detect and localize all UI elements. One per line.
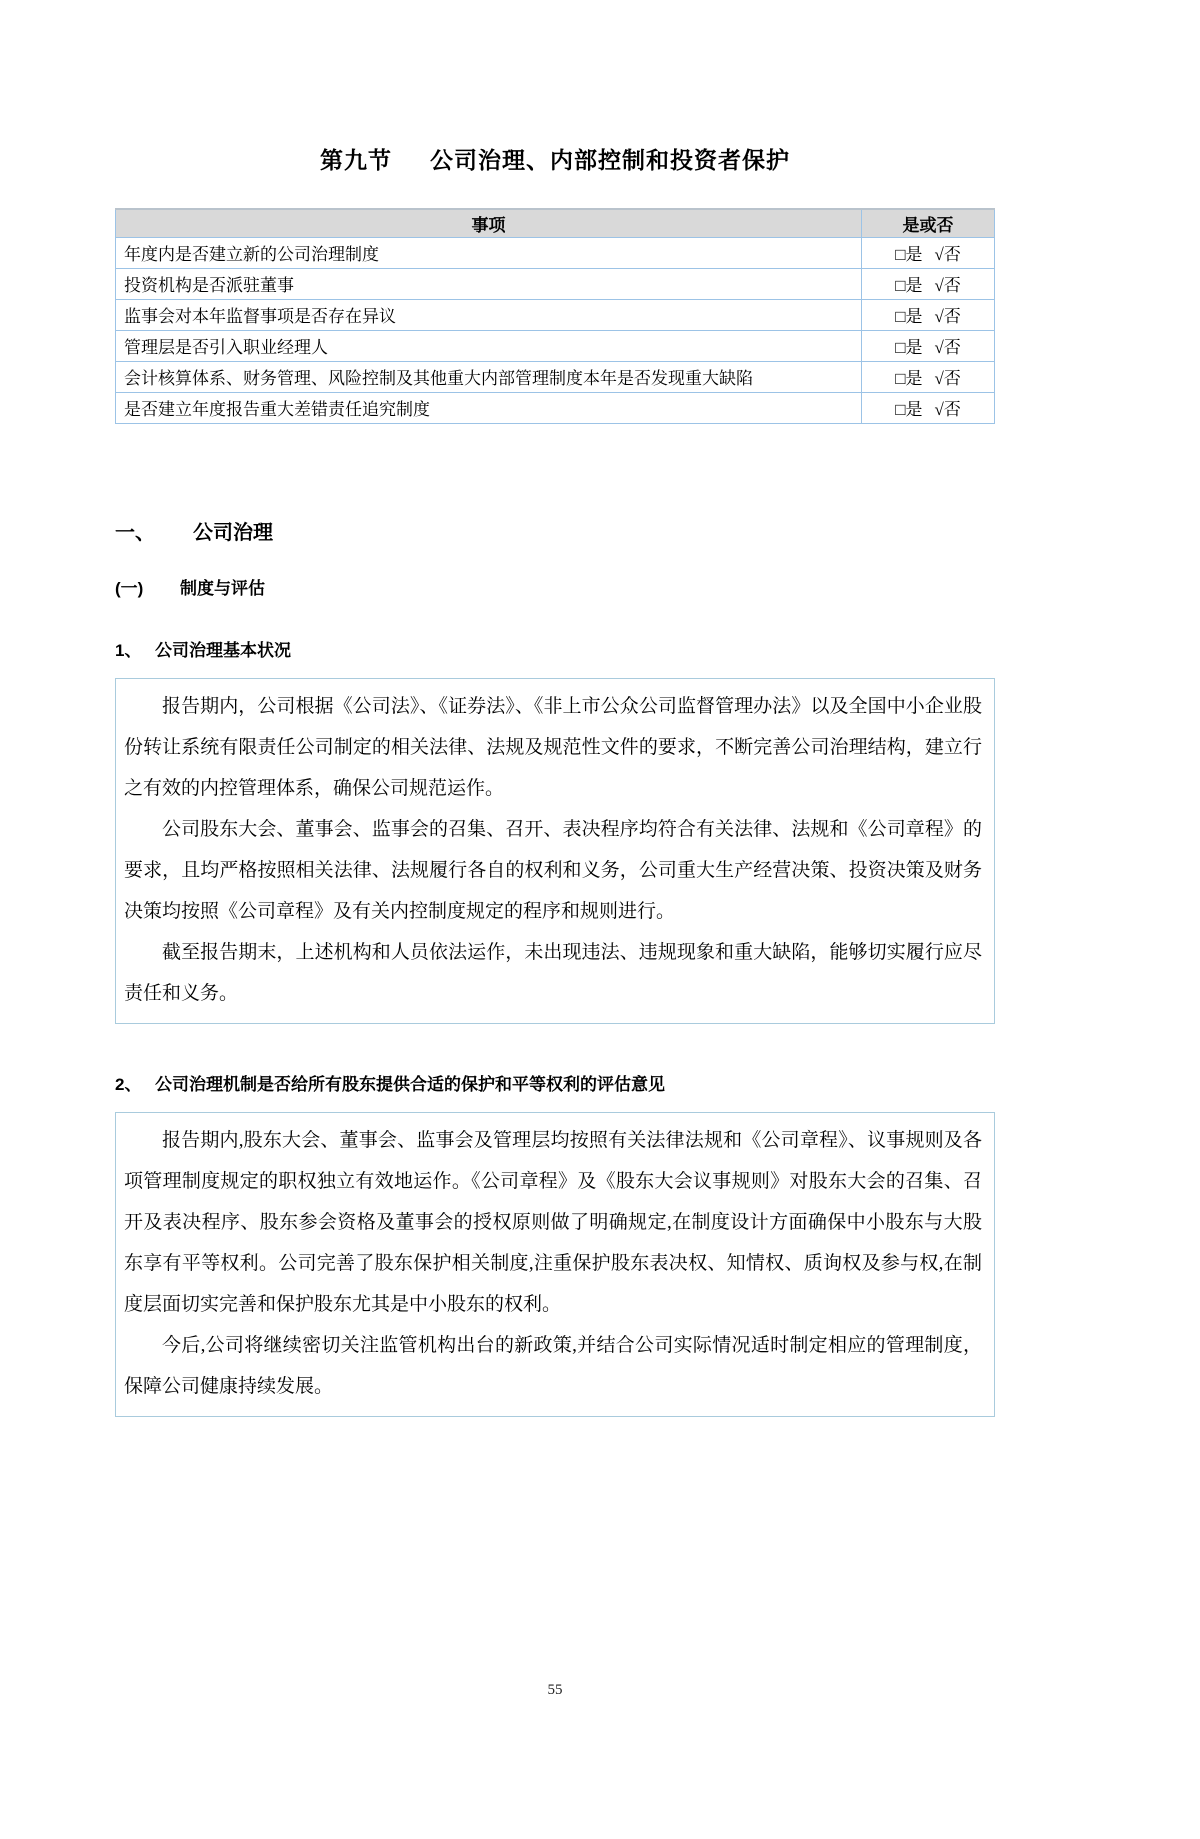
item-heading-governance-status	[115, 636, 995, 661]
answer-cell	[862, 392, 995, 423]
checkbox-unchecked-icon: □	[895, 276, 906, 295]
checkmark-icon: √	[934, 245, 944, 264]
item-text: 管理层是否引入职业经理人	[116, 330, 862, 361]
no-label: 否	[943, 338, 961, 357]
page-title	[115, 142, 995, 175]
table-row	[116, 268, 995, 299]
answer-cell	[862, 237, 995, 268]
item-label: 公司治理基本状况	[155, 640, 291, 660]
checkbox-unchecked-icon: □	[895, 400, 906, 419]
yes-label: 是	[905, 245, 923, 264]
subsection-number: (一)	[115, 578, 144, 598]
table-row	[116, 237, 995, 268]
checkbox-unchecked-icon: □	[895, 307, 906, 326]
item-text: 会计核算体系、财务管理、风险控制及其他重大内部管理制度本年是否发现重大缺陷	[116, 361, 862, 392]
yes-label: 是	[905, 338, 923, 357]
checkbox-unchecked-icon: □	[895, 338, 906, 357]
section-number: 一、	[115, 521, 155, 544]
title-section-number: 第九节	[320, 147, 392, 173]
no-label: 否	[943, 276, 961, 295]
table-row	[116, 392, 995, 423]
subsection-heading-system-evaluation	[115, 574, 995, 599]
document-page	[115, 142, 995, 1417]
table-row	[116, 330, 995, 361]
no-label: 否	[943, 400, 961, 419]
paragraph: 今后,公司将继续密切关注监管机构出台的新政策,并结合公司实际情况适时制定相应的管理制度，保障公司健康持续发展。	[124, 1334, 982, 1397]
table-row	[116, 299, 995, 330]
item-number: 1、	[115, 640, 142, 660]
column-header-yes-no: 是或否	[862, 209, 995, 237]
title-text: 公司治理、内部控制和投资者保护	[430, 147, 790, 173]
checkmark-icon: √	[934, 276, 944, 295]
table-row	[116, 361, 995, 392]
yes-label: 是	[905, 276, 923, 295]
checkmark-icon: √	[934, 400, 944, 419]
checkmark-icon: √	[934, 307, 944, 326]
checkmark-icon: √	[934, 338, 944, 357]
item-text: 投资机构是否派驻董事	[116, 268, 862, 299]
checkbox-unchecked-icon: □	[895, 369, 906, 388]
no-label: 否	[943, 369, 961, 388]
paragraph: 公司股东大会、董事会、监事会的召集、召开、表决程序均符合有关法律、法规和《公司章程》的要求，且均严格按照相关法律、法规履行各自的权利和义务，公司重大生产经营决策、投资决策及财务决策均按照《公司章程》及有关内控制度规定的程序和规则进行。	[124, 818, 982, 922]
no-label: 否	[943, 245, 961, 264]
governance-status-text-box	[115, 678, 995, 1024]
table-header-row	[116, 209, 995, 237]
no-label: 否	[943, 307, 961, 326]
yes-label: 是	[905, 307, 923, 326]
item-label: 公司治理机制是否给所有股东提供合适的保护和平等权利的评估意见	[155, 1074, 665, 1094]
item-text: 是否建立年度报告重大差错责任追究制度	[116, 392, 862, 423]
section-label: 公司治理	[193, 521, 273, 544]
item-heading-shareholder-protection	[115, 1070, 995, 1095]
item-number: 2、	[115, 1074, 142, 1094]
item-text: 年度内是否建立新的公司治理制度	[116, 237, 862, 268]
column-header-item: 事项	[116, 209, 862, 237]
checkmark-icon: √	[934, 369, 944, 388]
subsection-label: 制度与评估	[180, 578, 265, 598]
item-text: 监事会对本年监督事项是否存在异议	[116, 299, 862, 330]
paragraph: 报告期内，公司根据《公司法》、《证券法》、《非上市公众公司监督管理办法》以及全国中小企业股份转让系统有限责任公司制定的相关法律、法规及规范性文件的要求，不断完善公司治理结构，建立行之有效的内控管理体系，确保公司规范运作。	[124, 695, 982, 799]
governance-checklist-table	[115, 208, 995, 424]
answer-cell	[862, 299, 995, 330]
checkbox-unchecked-icon: □	[895, 245, 906, 264]
shareholder-protection-text-box	[115, 1112, 995, 1417]
answer-cell	[862, 361, 995, 392]
yes-label: 是	[905, 369, 923, 388]
answer-cell	[862, 268, 995, 299]
yes-label: 是	[905, 400, 923, 419]
page-number: 55	[547, 1682, 563, 1698]
answer-cell	[862, 330, 995, 361]
paragraph: 截至报告期末，上述机构和人员依法运作，未出现违法、违规现象和重大缺陷，能够切实履行应尽责任和义务。	[124, 941, 982, 1004]
paragraph: 报告期内,股东大会、董事会、监事会及管理层均按照有关法律法规和《公司章程》、议事规则及各项管理制度规定的职权独立有效地运作。《公司章程》及《股东大会议事规则》对股东大会的召集、召开及表决程序、股东参会资格及董事会的授权原则做了明确规定,在制度设计方面确保中小股东与大股东享有平等权利。公司完善了股东保护相关制度,注重保护股东表决权、知情权、质询权及参与权,在制度层面切实完善和保护股东尤其是中小股东的权利。	[124, 1129, 982, 1315]
section-heading-governance	[115, 516, 995, 545]
